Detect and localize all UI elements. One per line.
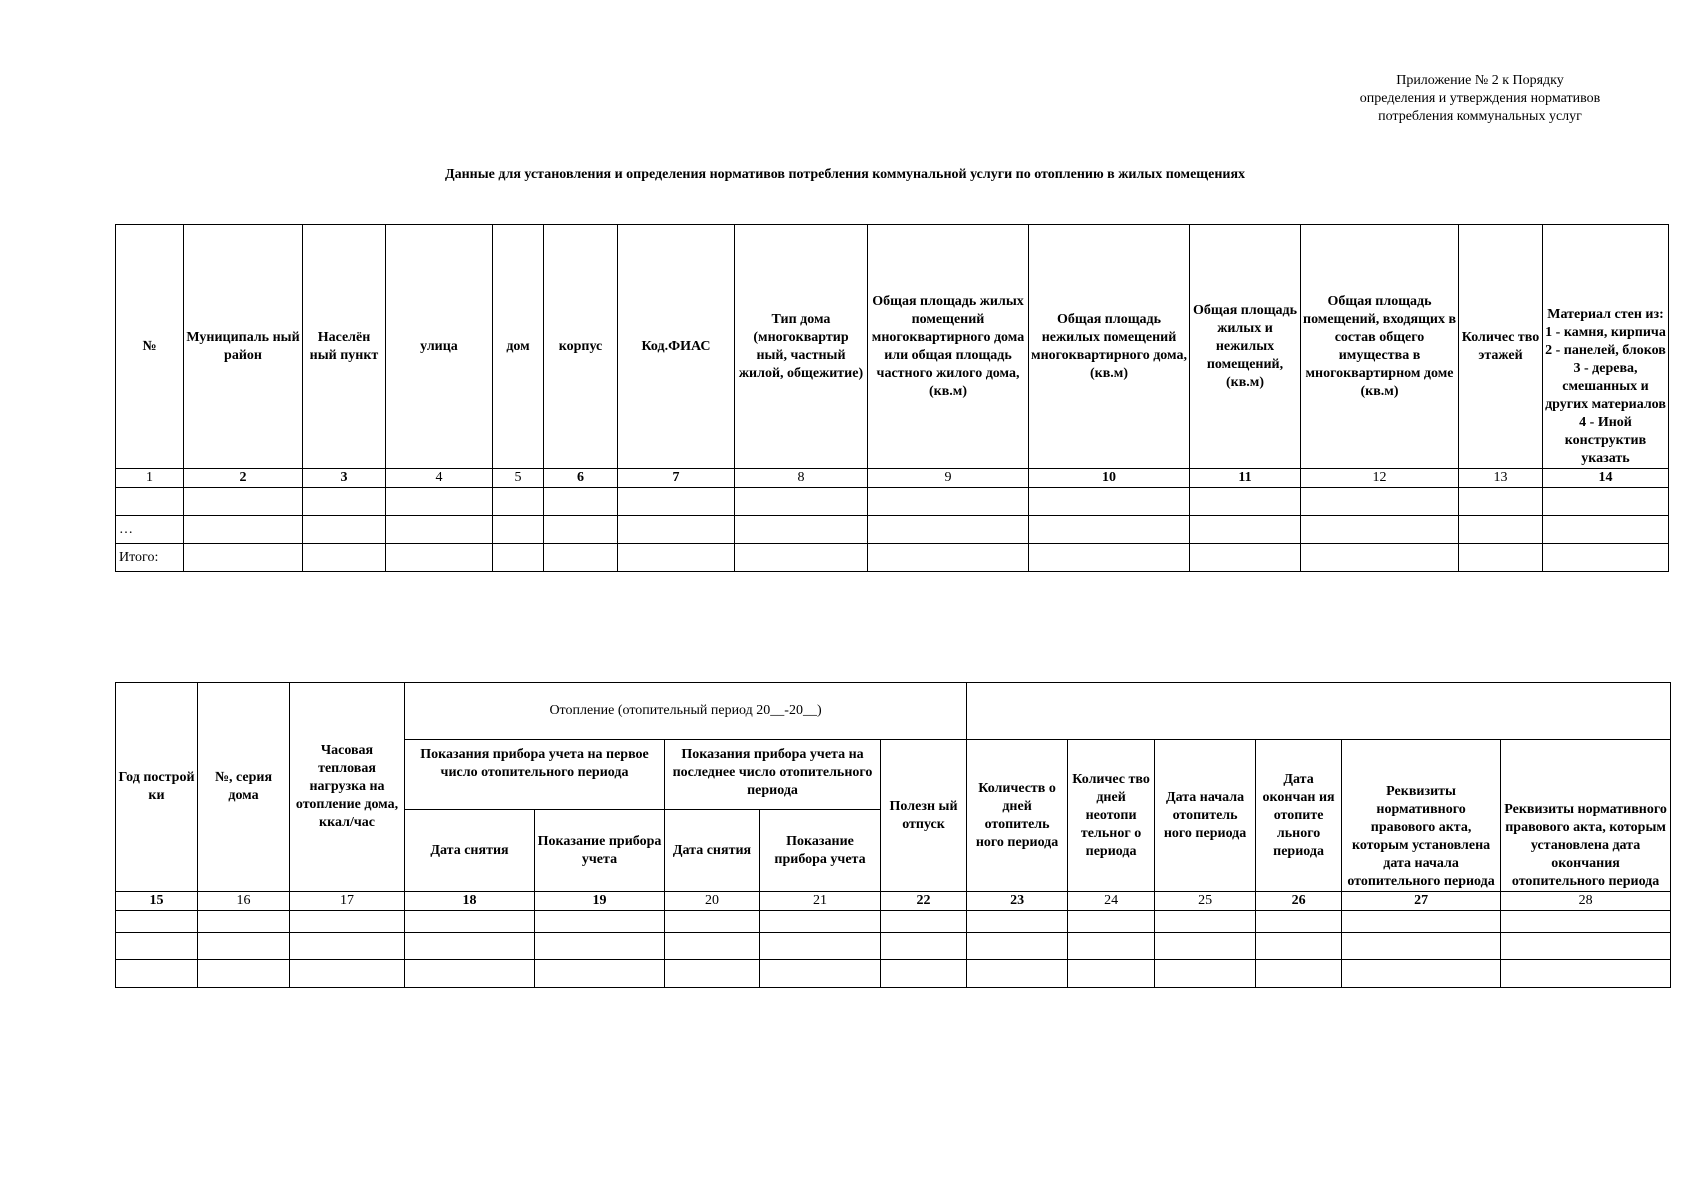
table-row — [116, 516, 1669, 544]
table-row — [116, 960, 1671, 988]
col-number: 14 — [1543, 469, 1669, 488]
col-header-last-reading: Показания прибора учета на последнее число отопительного периода — [665, 740, 881, 810]
col-number: 8 — [735, 469, 868, 488]
appendix-note — [1310, 72, 1650, 126]
col-header-first-reading: Показания прибора учета на первое число отопительного периода — [405, 740, 665, 810]
col-header-common-property-area: Общая площадь помещений, входящих в состав общего имущества в многоквартирном доме (кв.м) — [1301, 225, 1459, 469]
heating-data-table — [115, 682, 1671, 988]
table-header-row — [116, 225, 1669, 469]
col-number: 1 — [116, 469, 184, 488]
col-header-district: Муниципаль ный район — [184, 225, 303, 469]
col-number: 9 — [868, 469, 1029, 488]
col-header-house-series: №, серия дома — [198, 683, 290, 892]
col-number: 3 — [303, 469, 386, 488]
col-number: 10 — [1029, 469, 1190, 488]
col-header-year-built: Год построй ки — [116, 683, 198, 892]
col-number: 21 — [760, 892, 881, 911]
col-number: 5 — [493, 469, 544, 488]
col-number: 15 — [116, 892, 198, 911]
col-number: 23 — [967, 892, 1068, 911]
col-number: 12 — [1301, 469, 1459, 488]
col-header-building: корпус — [544, 225, 618, 469]
col-header-first-reading-date: Дата снятия — [405, 810, 535, 892]
col-number: 6 — [544, 469, 618, 488]
col-number: 26 — [1256, 892, 1342, 911]
table-row — [116, 933, 1671, 960]
col-header-floors: Количес тво этажей — [1459, 225, 1543, 469]
blank-group-header — [967, 683, 1671, 740]
col-number: 18 — [405, 892, 535, 911]
col-number: 24 — [1068, 892, 1155, 911]
col-number: 19 — [535, 892, 665, 911]
col-header-heating-end-date: Дата окончан ия отопите льного периода — [1256, 740, 1342, 892]
table-row-total — [116, 544, 1669, 572]
col-number: 7 — [618, 469, 735, 488]
col-header-wall-material: Материал стен из: 1 - камня, кирпича 2 - панелей, блоков 3 - дерева, смешанных и других материалов 4 - Иной конструктив указать — [1543, 225, 1669, 469]
col-number: 20 — [665, 892, 760, 911]
document-title: Данные для установления и определения нормативов потребления коммунальной услуги по отоплению в жилых помещениях — [444, 167, 1246, 182]
col-header-heating-start-date: Дата начала отопитель ного периода — [1155, 740, 1256, 892]
col-header-street: улица — [386, 225, 493, 469]
col-header-heating-days: Количеств о дней отопитель ного периода — [967, 740, 1068, 892]
col-header-useful-supply: Полезн ый отпуск — [881, 740, 967, 892]
appendix-line-2: определения и утверждения нормативов — [1359, 91, 1601, 106]
row-label-total: Итого: — [116, 544, 184, 572]
column-number-row — [116, 892, 1671, 911]
heating-period-group-header: Отопление (отопительный период 20__-20__) — [405, 683, 967, 740]
col-header-locality: Населён ный пункт — [303, 225, 386, 469]
col-number: 27 — [1342, 892, 1501, 911]
row-label-ellipsis: … — [116, 516, 184, 544]
col-header-house-type: Тип дома (многоквартир ный, частный жилой, общежитие) — [735, 225, 868, 469]
col-header-fias-code: Код.ФИАС — [618, 225, 735, 469]
table-row — [116, 488, 1669, 516]
col-header-house: дом — [493, 225, 544, 469]
appendix-line-3: потребления коммунальных услуг — [1378, 109, 1582, 124]
col-header-last-reading-value: Показание прибора учета — [760, 810, 881, 892]
col-number: 16 — [198, 892, 290, 911]
col-number: 11 — [1190, 469, 1301, 488]
col-number: 4 — [386, 469, 493, 488]
row-label — [116, 488, 184, 516]
col-number: 2 — [184, 469, 303, 488]
col-header-nonresidential-area: Общая площадь нежилых помещений многоквартирного дома, (кв.м) — [1029, 225, 1190, 469]
table-header-row — [116, 683, 1671, 740]
col-header-residential-area: Общая площадь жилых помещений многоквартирного дома или общая площадь частного жилого дома, (кв.м) — [868, 225, 1029, 469]
col-number: 22 — [881, 892, 967, 911]
col-header-last-reading-date: Дата снятия — [665, 810, 760, 892]
column-number-row — [116, 469, 1669, 488]
col-number: 17 — [290, 892, 405, 911]
col-number: 25 — [1155, 892, 1256, 911]
table-row — [116, 911, 1671, 933]
housing-data-table — [115, 224, 1669, 572]
col-header-non-heating-days: Количес тво дней неотопи тельног о периода — [1068, 740, 1155, 892]
col-number: 28 — [1501, 892, 1671, 911]
col-header-end-act-details: Реквизиты нормативного правового акта, которым установлена дата окончания отопительного периода — [1501, 740, 1671, 892]
col-header-first-reading-value: Показание прибора учета — [535, 810, 665, 892]
col-number: 13 — [1459, 469, 1543, 488]
appendix-line-1: Приложение № 2 к Порядку — [1396, 73, 1564, 88]
col-header-number: № — [116, 225, 184, 469]
col-header-start-act-details: Реквизиты нормативного правового акта, которым установлена дата начала отопительного периода — [1342, 740, 1501, 892]
col-header-total-area: Общая площадь жилых и нежилых помещений, (кв.м) — [1190, 225, 1301, 469]
col-header-hourly-heat-load: Часовая тепловая нагрузка на отопление дома, ккал/час — [290, 683, 405, 892]
